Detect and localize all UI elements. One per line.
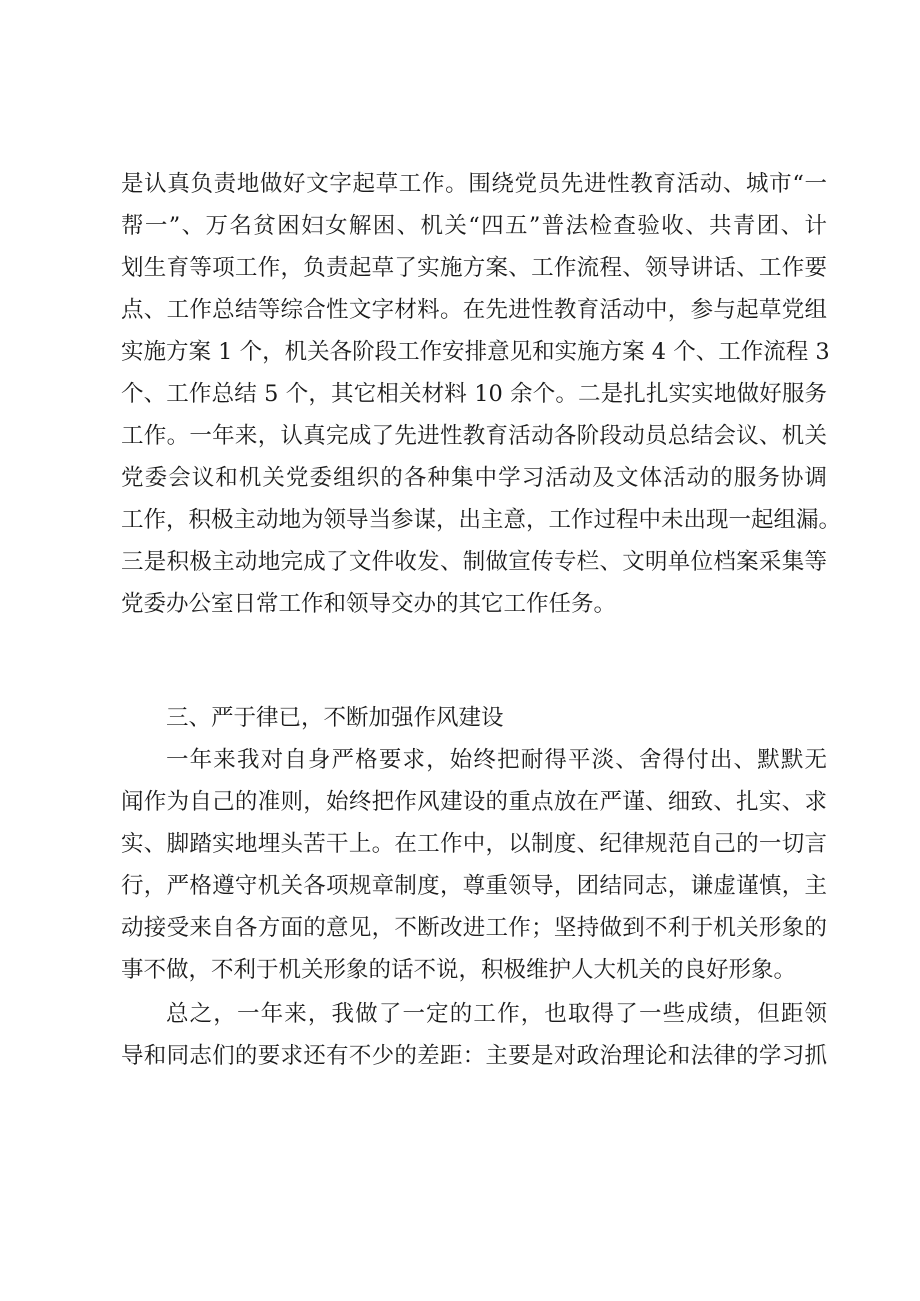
paragraph-conclusion <box>121 993 827 1077</box>
text-line: 党委会议和机关党委组织的各种集中学习活动及文体活动的服务协调 <box>121 465 827 491</box>
text-line: 帮一”、万名贫困妇女解困、机关“四五”普法检查验收、共青团、计 <box>121 213 827 239</box>
text-line: 点、工作总结等综合性文字材料。在先进性教育活动中，参与起草党组 <box>121 297 827 323</box>
text-line: 一年来我对自身严格要求，始终把耐得平淡、舍得付出、默默无 <box>166 747 827 773</box>
paragraph-work-style <box>121 739 827 991</box>
section-heading <box>121 697 827 739</box>
text-line: 三是积极主动地完成了文件收发、制做宣传专栏、文明单位档案采集等 <box>121 549 827 575</box>
text-line: 划生育等项工作，负责起草了实施方案、工作流程、领导讲话、工作要 <box>121 255 827 281</box>
text-line: 动接受来自各方面的意见，不断改进工作；坚持做到不利于机关形象的 <box>121 915 827 941</box>
text-line: 导和同志们的要求还有不少的差距：主要是对政治理论和法律的学习抓 <box>121 1043 827 1069</box>
text-line: 事不做，不利于机关形象的话不说，积极维护人大机关的良好形象。 <box>121 957 797 983</box>
text-line: 党委办公室日常工作和领导交办的其它工作任务。 <box>121 591 617 617</box>
text-line: 实、脚踏实地埋头苦干上。在工作中，以制度、纪律规范自己的一切言 <box>121 831 827 857</box>
text-line: 行，严格遵守机关各项规章制度，尊重领导，团结同志，谦虚谨慎，主 <box>121 873 827 899</box>
text-line: 总之，一年来，我做了一定的工作，也取得了一些成绩，但距领 <box>166 1001 827 1027</box>
text-line: 是认真负责地做好文字起草工作。围绕党员先进性教育活动、城市“一 <box>121 171 827 197</box>
text-line: 工作，积极主动地为领导当参谋，出主意，工作过程中未出现一起组漏。 <box>121 507 842 533</box>
text-line: 闻作为自己的准则，始终把作风建设的重点放在严谨、细致、扎实、求 <box>121 789 827 815</box>
text-line: 个、工作总结 5 个，其它相关材料 10 余个。二是扎扎实实地做好服务 <box>121 381 827 407</box>
section-3-heading: 三、严于律已，不断加强作风建设 <box>166 705 504 731</box>
text-line: 工作。一年来，认真完成了先进性教育活动各阶段动员总结会议、机关 <box>121 423 827 449</box>
text-line: 实施方案 1 个，机关各阶段工作安排意见和实施方案 4 个、工作流程 3 <box>121 339 830 365</box>
paragraph-work-summary <box>121 163 842 625</box>
